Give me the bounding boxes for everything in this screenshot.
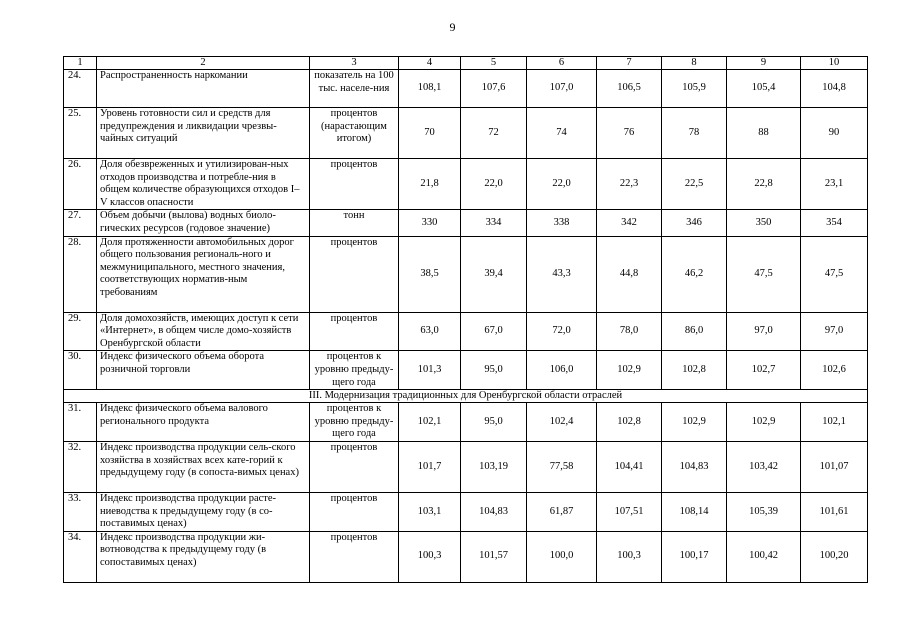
table-row <box>64 70 868 108</box>
indicator-value: 63,0 <box>399 312 461 351</box>
column-number-row <box>64 57 868 70</box>
indicator-value: 102,8 <box>597 403 662 442</box>
unit-of-measure: процентов (нарастающим итогом) <box>310 108 399 159</box>
indicator-value: 100,3 <box>399 531 461 582</box>
indicator-value: 107,6 <box>461 70 527 108</box>
indicator-value: 23,1 <box>801 159 868 210</box>
indicator-value: 102,9 <box>597 351 662 390</box>
row-number: 26. <box>64 159 97 210</box>
indicator-value: 101,3 <box>399 351 461 390</box>
indicator-value: 21,8 <box>399 159 461 210</box>
indicator-value: 102,6 <box>801 351 868 390</box>
table-row <box>64 351 868 390</box>
indicator-value: 100,17 <box>662 531 727 582</box>
indicator-value: 61,87 <box>527 492 597 531</box>
section-title: III. Модернизация традиционных для Оренбургской области отраслей <box>64 390 868 403</box>
unit-of-measure: процентов к уровню предыду-щего года <box>310 351 399 390</box>
unit-of-measure: процентов <box>310 236 399 312</box>
unit-of-measure: процентов <box>310 159 399 210</box>
indicator-value: 95,0 <box>461 351 527 390</box>
indicator-value: 78,0 <box>597 312 662 351</box>
indicator-value: 76 <box>597 108 662 159</box>
indicator-value: 100,3 <box>597 531 662 582</box>
unit-of-measure: процентов <box>310 441 399 492</box>
indicator-value: 47,5 <box>727 236 801 312</box>
indicator-value: 108,14 <box>662 492 727 531</box>
indicator-value: 100,20 <box>801 531 868 582</box>
indicator-value: 22,3 <box>597 159 662 210</box>
indicator-name: Индекс физического объема оборота розничной торговли <box>97 351 310 390</box>
indicator-value: 102,8 <box>662 351 727 390</box>
row-number: 33. <box>64 492 97 531</box>
indicator-name: Доля протяженности автомобильных дорог общего пользования региональ-ного и межмуниципального, местного значения, соответствующих норматив-ным требованиям <box>97 236 310 312</box>
indicator-value: 101,61 <box>801 492 868 531</box>
indicator-value: 72,0 <box>527 312 597 351</box>
indicator-name: Доля обезвреженных и утилизирован-ных отходов производства и потребле-ния в общем количестве образующихся отходов I–V классов опасности <box>97 159 310 210</box>
table-body <box>64 57 868 583</box>
row-number: 30. <box>64 351 97 390</box>
indicator-value: 350 <box>727 210 801 236</box>
indicator-value: 107,0 <box>527 70 597 108</box>
row-number: 32. <box>64 441 97 492</box>
column-number: 4 <box>399 57 461 70</box>
indicator-value: 100,42 <box>727 531 801 582</box>
column-number: 8 <box>662 57 727 70</box>
indicator-value: 105,39 <box>727 492 801 531</box>
indicator-value: 90 <box>801 108 868 159</box>
unit-of-measure: процентов к уровню предыду-щего года <box>310 403 399 442</box>
row-number: 34. <box>64 531 97 582</box>
indicator-value: 104,8 <box>801 70 868 108</box>
table-row <box>64 108 868 159</box>
indicator-value: 88 <box>727 108 801 159</box>
indicator-value: 22,0 <box>527 159 597 210</box>
row-number: 28. <box>64 236 97 312</box>
page-number: 9 <box>449 20 456 34</box>
indicator-value: 72 <box>461 108 527 159</box>
indicator-value: 86,0 <box>662 312 727 351</box>
table-row <box>64 531 868 582</box>
column-number: 10 <box>801 57 868 70</box>
indicator-value: 39,4 <box>461 236 527 312</box>
indicator-value: 101,57 <box>461 531 527 582</box>
indicator-value: 103,42 <box>727 441 801 492</box>
indicator-value: 43,3 <box>527 236 597 312</box>
indicator-value: 102,1 <box>801 403 868 442</box>
indicator-value: 102,9 <box>662 403 727 442</box>
unit-of-measure: процентов <box>310 492 399 531</box>
indicator-value: 95,0 <box>461 403 527 442</box>
indicator-name: Индекс производства продукции жи-вотноводства к предыдущему году (в сопоставимых ценах) <box>97 531 310 582</box>
row-number: 25. <box>64 108 97 159</box>
table-row <box>64 492 868 531</box>
indicator-name: Индекс физического объема валового регионального продукта <box>97 403 310 442</box>
indicator-value: 338 <box>527 210 597 236</box>
row-number: 27. <box>64 210 97 236</box>
indicator-value: 38,5 <box>399 236 461 312</box>
column-number: 2 <box>97 57 310 70</box>
row-number: 24. <box>64 70 97 108</box>
indicator-value: 354 <box>801 210 868 236</box>
indicator-value: 67,0 <box>461 312 527 351</box>
indicator-value: 44,8 <box>597 236 662 312</box>
indicator-value: 103,19 <box>461 441 527 492</box>
indicator-value: 78 <box>662 108 727 159</box>
indicator-name: Доля домохозяйств, имеющих доступ к сети «Интернет», в общем числе домо-хозяйств Оренбургской области <box>97 312 310 351</box>
unit-of-measure: процентов <box>310 312 399 351</box>
indicator-value: 22,5 <box>662 159 727 210</box>
section-row <box>64 390 868 403</box>
column-number: 3 <box>310 57 399 70</box>
table-row <box>64 210 868 236</box>
indicator-value: 106,0 <box>527 351 597 390</box>
indicator-value: 74 <box>527 108 597 159</box>
indicator-value: 105,4 <box>727 70 801 108</box>
indicator-value: 108,1 <box>399 70 461 108</box>
indicator-value: 104,41 <box>597 441 662 492</box>
indicator-value: 334 <box>461 210 527 236</box>
unit-of-measure: показатель на 100 тыс. населе-ния <box>310 70 399 108</box>
indicator-value: 346 <box>662 210 727 236</box>
unit-of-measure: тонн <box>310 210 399 236</box>
indicator-value: 102,7 <box>727 351 801 390</box>
indicator-value: 46,2 <box>662 236 727 312</box>
indicator-name: Индекс производства продукции расте-ниеводства к предыдущему году (в со-поставимых ценах) <box>97 492 310 531</box>
column-number: 9 <box>727 57 801 70</box>
indicator-value: 107,51 <box>597 492 662 531</box>
table-row <box>64 236 868 312</box>
indicator-value: 102,4 <box>527 403 597 442</box>
table-row <box>64 441 868 492</box>
row-number: 31. <box>64 403 97 442</box>
column-number: 1 <box>64 57 97 70</box>
indicator-value: 104,83 <box>461 492 527 531</box>
column-number: 5 <box>461 57 527 70</box>
row-number: 29. <box>64 312 97 351</box>
column-number: 6 <box>527 57 597 70</box>
indicator-value: 102,9 <box>727 403 801 442</box>
indicator-value: 97,0 <box>801 312 868 351</box>
indicator-value: 70 <box>399 108 461 159</box>
indicator-value: 106,5 <box>597 70 662 108</box>
indicator-value: 104,83 <box>662 441 727 492</box>
indicator-name: Уровень готовности сил и средств для предупреждения и ликвидации чрезвы-чайных ситуаций <box>97 108 310 159</box>
indicator-value: 330 <box>399 210 461 236</box>
indicator-name: Индекс производства продукции сель-ского хозяйства в хозяйствах всех кате-горий к предыдущему году (в сопоста-вимых ценах) <box>97 441 310 492</box>
indicator-name: Распространенность наркомании <box>97 70 310 108</box>
column-number: 7 <box>597 57 662 70</box>
indicator-value: 47,5 <box>801 236 868 312</box>
indicator-value: 102,1 <box>399 403 461 442</box>
indicator-value: 22,0 <box>461 159 527 210</box>
indicator-value: 100,0 <box>527 531 597 582</box>
indicator-value: 101,07 <box>801 441 868 492</box>
indicator-value: 97,0 <box>727 312 801 351</box>
unit-of-measure: процентов <box>310 531 399 582</box>
indicator-name: Объем добычи (вылова) водных биоло-гических ресурсов (годовое значение) <box>97 210 310 236</box>
table-row <box>64 159 868 210</box>
indicator-value: 22,8 <box>727 159 801 210</box>
table-row <box>64 403 868 442</box>
indicator-value: 77,58 <box>527 441 597 492</box>
indicator-value: 103,1 <box>399 492 461 531</box>
indicator-value: 101,7 <box>399 441 461 492</box>
indicator-value: 105,9 <box>662 70 727 108</box>
table-row <box>64 312 868 351</box>
indicator-value: 342 <box>597 210 662 236</box>
indicators-table <box>63 56 868 583</box>
